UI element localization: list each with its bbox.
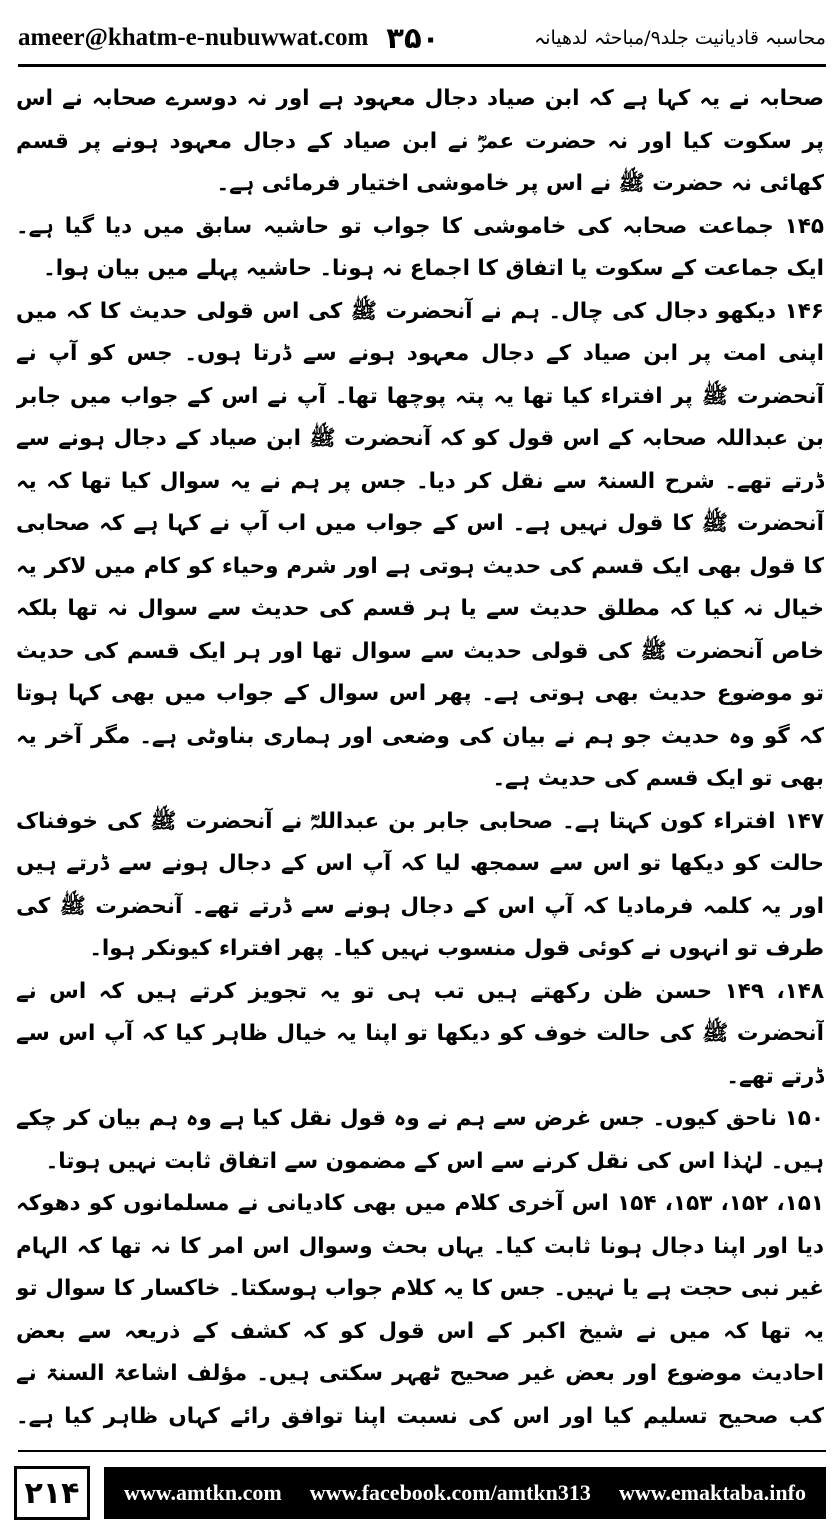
page-number: ۳۵۰ [386,21,440,55]
paragraph: ۱۴۵ جماعت صحابہ کی خاموشی کا جواب تو حاشیہ سابق میں دیا گیا ہے۔ ایک جماعت کے سکوت یا اتفاق کا اجماع نہ ہونا۔ حاشیہ پہلے میں بیان ہوا۔ [16,213,824,281]
header-left [18,21,439,55]
paragraph: ۱۵۰ ناحق کیوں۔ جس غرض سے ہم نے وہ قول نقل کیا ہے وہ ہم بیان کر چکے ہیں۔ لہٰذا اس کی نقل کرنے سے اس کے مضمون سے اتفاق ثابت نہیں ہوتا۔ [16,1106,824,1174]
footer-rule [18,1450,826,1452]
page-footer [14,1456,826,1530]
paragraph: ۱۴۷ افتراء کون کہتا ہے۔ صحابی جابر بن عبداللہؓ نے آنحضرت ﷺ کی خوفناک حالت کو دیکھا تو اس سے سمجھ لیا کہ آپ اس کے دجال ہونے سے ڈرتے ہیں اور یہ کلمہ فرمادیا کہ آپ اس کے دجال ہونے سے ڈرتے تھے۔ آنحضرت ﷺ کی طرف تو انہوں نے کوئی قول منسوب نہیں کیا۔ پھر افتراء کیونکر ہوا۔ [16,808,824,961]
footer-links [104,1467,826,1519]
header-email: ameer@khatm-e-nubuwwat.com [18,24,369,51]
page-body [16,78,824,1443]
header-rule [18,64,826,67]
paragraph: صحابہ نے یہ کہا ہے کہ ابن صیاد دجال معہود ہے اور نہ دوسرے صحابہ نے اس پر سکوت کیا اور نہ حضرت عمرؓ نے ابن صیاد کے دجال معہود ہونے پر قسم کھائی نہ حضرت ﷺ نے اس پر خاموشی اختیار فرمائی ہے۔ [16,86,824,196]
page-header [18,14,826,62]
link-facebook[interactable]: www.facebook.com/amtkn313 [309,1480,591,1505]
folio-box: ۲۱۴ [14,1466,90,1520]
paragraph: ۱۴۶ دیکھو دجال کی چال۔ ہم نے آنحضرت ﷺ کی اس قولی حدیث کا کہ میں اپنی امت پر ابن صیاد کے دجال معہود ہونے سے ڈرتا ہوں۔ جس کو آپ نے آنحضرت ﷺ پر افتراء کیا تھا یہ پتہ پوچھا تھا۔ آپ نے اس کے جواب میں جابر بن عبداللہ صحابہ کے اس قول کو کہ آنحضرت ﷺ ابن صیاد کے دجال ہونے سے ڈرتے تھے۔ شرح السنۃ سے نقل کر دیا۔ جس پر ہم نے یہ سوال کیا تھا کہ یہ آنحضرت ﷺ کا قول نہیں ہے۔ اس کے جواب میں اب آپ نے کہا ہے کہ صحابی کا قول بھی ایک قسم کی حدیث ہوتی ہے اور شرم وحیاء کو کام میں لاکر یہ خیال نہ کیا کہ مطلق حدیث سے یا ہر قسم کی حدیث سے سوال نہ تھا بلکہ خاص آنحضرت ﷺ کی قولی حدیث سے سوال تھا اور ہر ایک قسم کی حدیث تو موضوع حدیث بھی ہوتی ہے۔ پھر اس سوال کے جواب میں بھی کہا ہوتا کہ گو وہ حدیث جو ہم نے بیان کی وضعی اور ہماری بناوٹی ہے۔ مگر آخر یہ بھی تو ایک قسم کی حدیث ہے۔ [16,298,824,791]
link-amtkn[interactable]: www.amtkn.com [124,1480,282,1505]
paragraph: ۱۵۱، ۱۵۲، ۱۵۳، ۱۵۴ اس آخری کلام میں بھی کادیانی نے مسلمانوں کو دھوکہ دیا اور اپنا دجال ہونا ثابت کیا۔ یہاں بحث وسوال اس امر کا نہ تھا کہ الہام غیر نبی حجت ہے یا نہیں۔ جس کا یہ کلام جواب ہوسکتا۔ خاکسار کا سوال تو یہ تھا کہ میں نے شیخ اکبر کے اس قول کو کہ کشف کے ذریعہ سے بعض احادیث موضوع اور بعض غیر صحیح ٹھہر سکتی ہیں۔ مؤلف اشاعۃ السنۃ نے کب صحیح تسلیم کیا اور اس کی نسبت اپنا توافق رائے کہاں ظاہر کیا ہے۔ [16,1191,824,1429]
paragraph: ۱۴۸، ۱۴۹ حسن ظن رکھتے ہیں تب ہی تو یہ تجویز کرتے ہیں کہ اس نے آنحضرت ﷺ کی حالت خوف کو دیکھا تو اپنا یہ خیال ظاہر کیا کہ آپ اس سے ڈرتے تھے۔ [16,978,824,1089]
book-title: محاسبہ قادیانیت جلد۹/مباحثہ لدھیانہ [534,27,826,49]
link-emaktaba[interactable]: www.emaktaba.info [618,1480,806,1505]
